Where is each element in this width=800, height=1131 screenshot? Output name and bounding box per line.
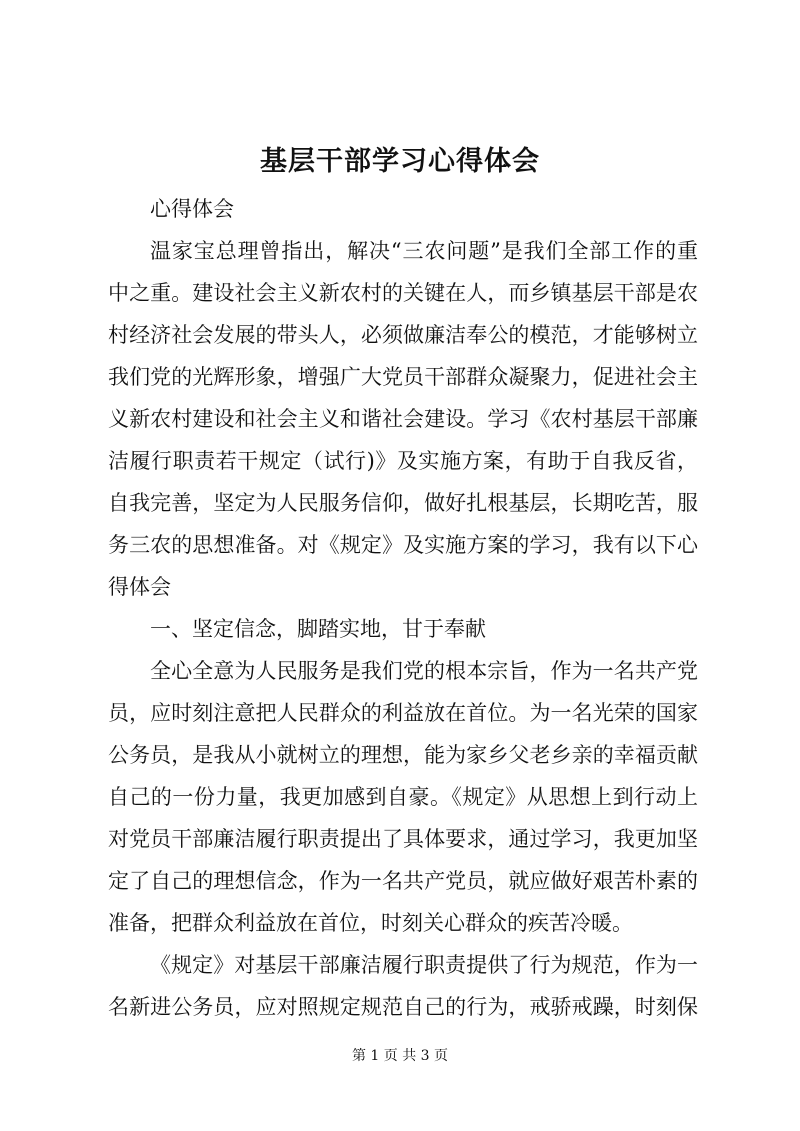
paragraph-line: 公务员，是我从小就树立的理想，能为家乡父老乡亲的幸福贡献 bbox=[108, 743, 698, 767]
paragraph-line: 对党员干部廉洁履行职责提出了具体要求，通过学习，我更加坚 bbox=[108, 827, 698, 851]
paragraph-line: 《规定》对基层干部廉洁履行职责提供了行为规范，作为一 bbox=[150, 953, 698, 977]
paragraph-line: 务三农的思想准备。对《规定》及实施方案的学习，我有以下心 bbox=[108, 533, 698, 557]
paragraph-line: 村经济社会发展的带头人，必须做廉洁奉公的模范，才能够树立 bbox=[108, 323, 698, 347]
paragraph-line: 得体会 bbox=[108, 575, 171, 599]
paragraph-line: 洁履行职责若干规定（试行)》及实施方案，有助于自我反省， bbox=[108, 449, 698, 473]
paragraph-line: 心得体会 bbox=[150, 197, 234, 221]
paragraph-line: 自己的一份力量，我更加感到自豪。《规定》从思想上到行动上 bbox=[108, 785, 698, 809]
paragraph-line: 名新进公务员，应对照规定规范自己的行为，戒骄戒躁，时刻保 bbox=[108, 995, 698, 1019]
section-heading: 一、坚定信念，脚踏实地，甘于奉献 bbox=[150, 617, 486, 641]
paragraph-line: 温家宝总理曾指出，解决“三农问题”是我们全部工作的重 bbox=[150, 239, 698, 263]
paragraph-line: 准备，把群众利益放在首位，时刻关心群众的疾苦冷暖。 bbox=[108, 911, 633, 935]
paragraph-line: 全心全意为人民服务是我们党的根本宗旨，作为一名共产党 bbox=[150, 659, 698, 683]
paragraph-line: 义新农村建设和社会主义和谐社会建设。学习《农村基层干部廉 bbox=[108, 407, 698, 431]
document-title: 基层干部学习心得体会 bbox=[260, 146, 540, 177]
paragraph-line: 员，应时刻注意把人民群众的利益放在首位。为一名光荣的国家 bbox=[108, 701, 698, 725]
paragraph-line: 自我完善，坚定为人民服务信仰，做好扎根基层，长期吃苦，服 bbox=[108, 491, 698, 515]
paragraph-line: 中之重。建设社会主义新农村的关键在人，而乡镇基层干部是农 bbox=[108, 281, 698, 305]
paragraph-line: 我们党的光辉形象，增强广大党员干部群众凝聚力，促进社会主 bbox=[108, 365, 698, 389]
paragraph-line: 定了自己的理想信念，作为一名共产党员，就应做好艰苦朴素的 bbox=[108, 869, 698, 893]
page-number-footer: 第 1 页 共 3 页 bbox=[351, 1048, 449, 1064]
